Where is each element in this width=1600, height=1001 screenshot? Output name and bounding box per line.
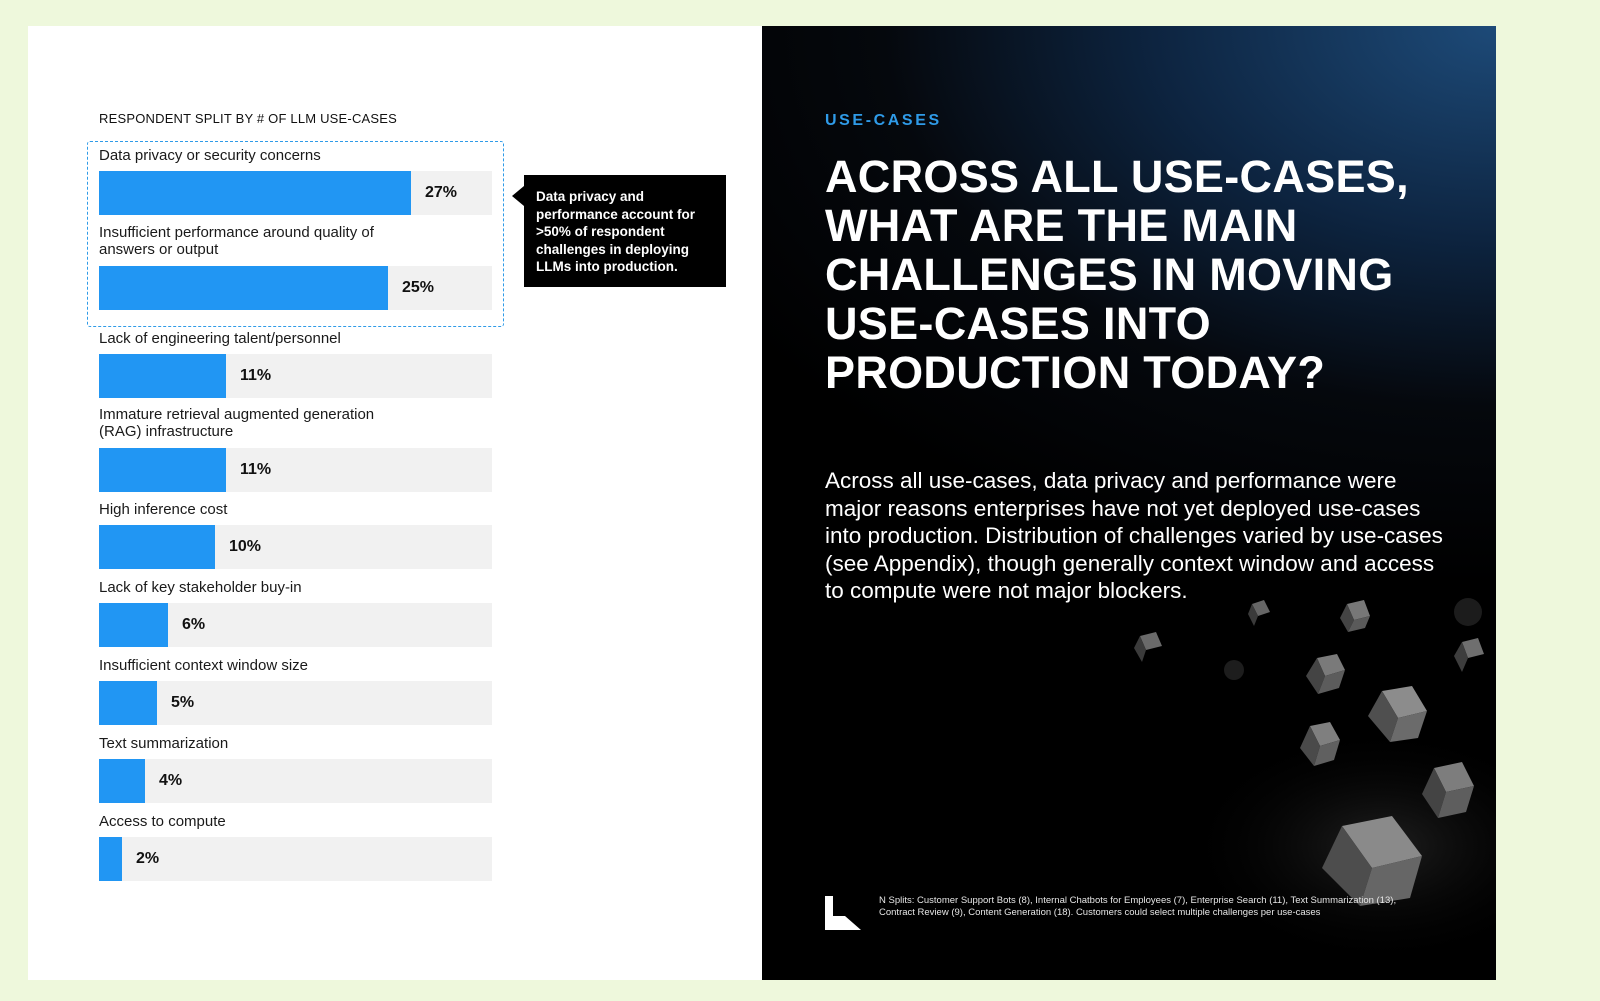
bar-track — [99, 354, 492, 398]
callout-note: Data privacy and performance account for >50% of respondent challenges in deploying LLMs into production. — [524, 175, 726, 287]
page-headline: ACROSS ALL USE-CASES, WHAT ARE THE MAIN CHALLENGES IN MOVING USE-CASES INTO PRODUCTION TODAY? — [825, 151, 1409, 398]
bar-label: Text summarization — [99, 735, 229, 752]
cube-small — [1306, 654, 1345, 694]
bar-value-label: 11% — [240, 367, 272, 384]
bar-label: Immature retrieval augmented generation (RAG) infrastructure — [99, 406, 375, 440]
cube-tiny — [1340, 600, 1370, 632]
bar — [99, 759, 145, 803]
bar — [99, 448, 226, 492]
summary-paragraph: Across all use-cases, data privacy and performance were major reasons enterprises have not yet deployed use-cases into production. Distribution of challenges varied by use-cases (see Appendix), though generally context window and access to compute were not major blockers. — [825, 468, 1443, 603]
bar — [99, 266, 388, 310]
bar-track — [99, 171, 492, 215]
bar-value-label: 11% — [240, 461, 272, 478]
bar-value-label: 27% — [425, 184, 458, 201]
bar — [99, 525, 215, 569]
cube-tiny — [1454, 638, 1484, 672]
bar — [99, 681, 157, 725]
bar — [99, 354, 226, 398]
bar — [99, 171, 411, 215]
bar-value-label: 10% — [229, 538, 262, 555]
chart-panel — [28, 26, 762, 980]
bar-value-label: 2% — [136, 850, 160, 867]
bar-label: High inference cost — [99, 501, 228, 518]
bar-track — [99, 448, 492, 492]
bar-label: Lack of engineering talent/personnel — [99, 330, 341, 347]
bar — [99, 603, 168, 647]
bar-value-label: 4% — [159, 772, 183, 789]
bar-value-label: 25% — [402, 279, 435, 296]
chart-title: RESPONDENT SPLIT BY # OF LLM USE-CASES — [99, 111, 398, 126]
bar-label: Lack of key stakeholder buy-in — [99, 579, 302, 596]
bar-track — [99, 266, 492, 310]
bar-value-label: 5% — [171, 694, 195, 711]
bar-track — [99, 681, 492, 725]
bar-value-label: 6% — [182, 616, 206, 633]
bar-track — [99, 759, 492, 803]
l-logo-icon — [825, 896, 863, 932]
bar-label: Access to compute — [99, 813, 226, 830]
bar-label: Insufficient performance around quality of answers or output — [99, 224, 374, 258]
bar-label: Insufficient context window size — [99, 657, 308, 674]
bar-track — [99, 525, 492, 569]
footnote: N Splits: Customer Support Bots (8), Internal Chatbots for Employees (7), Enterprise Search (11), Text Summarization (13), Contract Review (9), Content Generation (18). Customers could select multiple challenges per use-cases — [879, 895, 1397, 918]
cube-tiny — [1134, 632, 1162, 662]
callout-arrow — [512, 186, 524, 206]
bar — [99, 837, 122, 881]
bar-track — [99, 603, 492, 647]
section-label: USE-CASES — [825, 112, 942, 129]
bar-track — [99, 837, 492, 881]
bar-label: Data privacy or security concerns — [99, 147, 321, 164]
headline-panel — [762, 26, 1496, 980]
